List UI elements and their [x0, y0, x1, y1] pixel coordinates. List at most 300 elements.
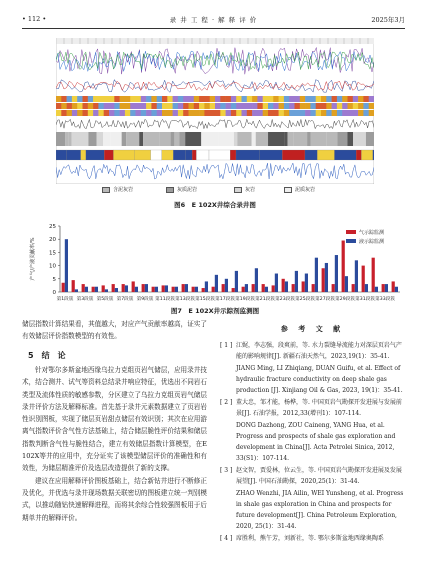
x-tick-label: 第15段簇 — [195, 297, 215, 302]
bar-gas-15 — [202, 288, 205, 292]
lithology-band — [273, 96, 279, 102]
interpretation-block — [282, 150, 305, 160]
lithology-column-segment — [185, 132, 201, 146]
lithology-band — [231, 103, 237, 109]
bar-liquid-3 — [85, 287, 88, 292]
lithology-band — [231, 96, 237, 102]
y-tick-label: 20 — [49, 237, 56, 244]
interpretation-block — [230, 150, 236, 160]
lithology-band — [215, 96, 221, 102]
bar-gas-23 — [282, 279, 285, 292]
bar-liquid-23 — [285, 281, 288, 292]
lithology-column-segment — [103, 132, 110, 146]
lithology-band — [93, 110, 99, 116]
lithology-band — [220, 96, 226, 102]
lithology-band — [295, 103, 301, 109]
interpretation-block — [151, 150, 162, 160]
lithology-band — [263, 103, 269, 109]
bar-liquid-28 — [335, 255, 338, 292]
interpretation-block — [173, 150, 185, 160]
lithology-band — [199, 96, 205, 102]
lithology-band — [189, 96, 195, 102]
bar-gas-33 — [382, 284, 385, 292]
lithology-band — [252, 103, 258, 109]
lithology-band — [93, 96, 99, 102]
lithology-column-segment — [72, 132, 89, 146]
bar-gas-6 — [112, 284, 115, 292]
lithology-column-segment — [174, 132, 179, 146]
lithology-column-segment — [285, 132, 288, 146]
legend-label-2: 液示踪监测 — [359, 239, 385, 245]
lithology-band — [88, 96, 94, 102]
lithology-band — [98, 103, 104, 109]
lithology-band — [342, 103, 348, 109]
lithology-band — [342, 96, 348, 102]
x-tick-label: 第25段簇 — [295, 297, 315, 302]
lithology-band — [310, 96, 316, 102]
bar-gas-32 — [372, 258, 375, 292]
lithology-band — [83, 103, 89, 109]
bar-gas-25 — [302, 281, 305, 292]
lithology-band — [210, 103, 216, 109]
bar-gas-7 — [122, 284, 125, 292]
lithology-column-segment — [293, 132, 307, 146]
bar-gas-13 — [182, 284, 185, 292]
figure6-caption: 图6 E 102X井综合录井图 — [174, 201, 256, 209]
lithology-band — [162, 103, 168, 109]
bar-liquid-29 — [345, 276, 348, 292]
lithology-band — [210, 96, 216, 102]
y-tick-label: 0 — [52, 290, 56, 296]
interpretation-block — [260, 150, 283, 160]
lithology-band — [194, 103, 200, 109]
lithology-band — [120, 110, 126, 116]
bar-gas-28 — [332, 284, 335, 292]
lithology-band — [130, 110, 136, 116]
lithology-band — [151, 96, 157, 102]
interpretation-block — [67, 150, 81, 160]
bar-gas-20 — [252, 284, 255, 292]
lithology-band — [268, 96, 274, 102]
lithology-band — [67, 110, 73, 116]
lithology-band — [279, 103, 285, 109]
lithology-column-segment — [353, 132, 366, 146]
lithology-band — [332, 103, 338, 109]
interpretation-block — [86, 150, 104, 160]
lithology-band — [146, 110, 152, 116]
section-title: 5 结 论 — [28, 351, 66, 360]
lithology-band — [231, 110, 237, 116]
legend-item-2: 灰质泥岩 — [166, 186, 197, 193]
lithology-band — [183, 110, 189, 116]
depth-strip — [56, 38, 374, 44]
bar-gas-2 — [72, 280, 75, 292]
lithology-column-segment — [143, 132, 160, 146]
legend-swatch-1 — [346, 230, 356, 234]
bar-liquid-25 — [305, 274, 308, 292]
lithology-band — [247, 110, 253, 116]
lithology-band — [300, 96, 306, 102]
lithology-band — [83, 96, 89, 102]
lithology-band — [162, 110, 168, 116]
lithology-band — [263, 110, 269, 116]
lithology-band — [194, 96, 200, 102]
lithology-band — [61, 96, 67, 102]
reference-item: DONG Dazhong, ZOU Caineng, YANG Hua, et al. Progress and prospects of shale gas exploration and development in China[J]. Acta Petrolei Sinica, 2012, 33(S1)：107-114. — [236, 422, 396, 462]
lithology-column-segment — [366, 132, 374, 146]
interpretation-block — [373, 150, 374, 160]
lithology-band — [109, 110, 115, 116]
lithology-band — [183, 103, 189, 109]
interpretation-block — [305, 150, 317, 160]
x-tick-label: 第5段簇 — [96, 297, 114, 302]
lithology-band — [369, 110, 374, 116]
bar-liquid-11 — [165, 285, 168, 292]
x-tick-label: 第27段簇 — [315, 297, 335, 302]
lithology-band — [56, 96, 62, 102]
lithology-band — [353, 103, 359, 109]
lithology-band — [332, 110, 338, 116]
lithology-band — [77, 103, 83, 109]
interpretation-block — [361, 150, 372, 160]
interpretation-block — [81, 150, 86, 160]
lithology-column-segment — [201, 132, 218, 146]
bar-gas-22 — [272, 285, 275, 292]
x-tick-label: 第17段簇 — [215, 297, 235, 302]
lithology-band — [226, 96, 232, 102]
x-tick-label: 第7段簇 — [116, 297, 134, 302]
bar-gas-9 — [142, 284, 145, 292]
lithology-band — [257, 103, 263, 109]
legend-swatch-4 — [284, 187, 292, 193]
lithology-band — [273, 110, 279, 116]
lithology-band — [130, 103, 136, 109]
x-tick-label: 第1段簇 — [56, 297, 74, 302]
lithology-band — [289, 96, 295, 102]
lithology-band — [348, 96, 354, 102]
lithology-band — [151, 103, 157, 109]
lithology-band — [93, 103, 99, 109]
lithology-band — [194, 110, 200, 116]
bar-gas-4 — [92, 287, 95, 292]
bar-liquid-14 — [195, 287, 198, 292]
lithology-band — [236, 103, 242, 109]
lithology-band — [220, 103, 226, 109]
references-title: 参 考 文 献 — [280, 324, 345, 333]
bar-liquid-9 — [145, 284, 148, 292]
conclusion-text — [22, 364, 207, 524]
lithology-band — [284, 103, 290, 109]
lithology-column-segment — [256, 132, 268, 146]
lithology-band — [173, 96, 179, 102]
lithology-band — [199, 103, 205, 109]
x-tick-label: 第19段簇 — [235, 297, 255, 302]
interpretation-block — [236, 150, 260, 160]
bar-gas-34 — [392, 281, 395, 292]
lithology-band — [348, 110, 354, 116]
lithology-band — [167, 103, 173, 109]
composite-log-figure — [56, 38, 374, 184]
lithology-band — [173, 103, 179, 109]
lithology-band — [236, 110, 242, 116]
lithology-column-segment — [234, 132, 237, 146]
lithology-band — [337, 96, 343, 102]
x-tick-label: 第29段簇 — [335, 297, 355, 302]
bar-gas-8 — [132, 281, 135, 292]
interpretation-block — [196, 150, 209, 160]
interpretation-block — [113, 150, 134, 160]
lithology-band — [72, 96, 78, 102]
legend-item-4: 泥质灰岩 — [284, 186, 315, 193]
lithology-column-segment — [139, 132, 143, 146]
lithology-band — [263, 96, 269, 102]
lithology-band — [157, 103, 163, 109]
y-tick-label: 5 — [52, 276, 56, 283]
lithology-column-segment — [179, 132, 185, 146]
x-tick-label: 第33段簇 — [375, 297, 395, 302]
bar-liquid-17 — [225, 279, 228, 292]
interpretation-block — [134, 150, 151, 160]
lithology-band — [363, 96, 369, 102]
lithology-band — [125, 96, 131, 102]
bar-gas-16 — [212, 287, 215, 292]
lithology-band — [151, 110, 157, 116]
lithology-band — [326, 96, 332, 102]
lithology-band — [363, 103, 369, 109]
running-header — [22, 15, 405, 27]
lithology-band — [326, 103, 332, 109]
bar-gas-5 — [102, 285, 105, 292]
interpretation-block — [334, 150, 356, 160]
lithology-band — [61, 110, 67, 116]
lithology-column-segment — [218, 132, 234, 146]
lithology-band — [204, 110, 210, 116]
bar-liquid-32 — [375, 287, 378, 292]
journal-title: 录 井 工 程 · 解 释 评 价 — [169, 16, 258, 24]
lithology-band — [284, 96, 290, 102]
interpretation-block — [162, 150, 173, 160]
x-tick-label: 第23段簇 — [275, 297, 295, 302]
lithology-band — [337, 110, 343, 116]
lithology-column-segment — [97, 132, 103, 146]
y-tick-label: 25 — [49, 224, 56, 230]
lithology-band — [125, 103, 131, 109]
bar-liquid-34 — [395, 287, 398, 292]
lithology-column-segment — [110, 132, 121, 146]
lithology-band — [295, 110, 301, 116]
bar-gas-3 — [82, 284, 85, 292]
lithology-column-segment — [326, 132, 337, 146]
lithology-band — [61, 103, 67, 109]
lithology-band — [226, 110, 232, 116]
lithology-band — [300, 110, 306, 116]
lithology-band — [242, 103, 248, 109]
lithology-band — [310, 110, 316, 116]
lithology-band — [136, 103, 142, 109]
lithology-band — [120, 96, 126, 102]
lithology-band — [353, 96, 359, 102]
lithology-column-segment — [171, 132, 175, 146]
lithology-band — [342, 110, 348, 116]
lithology-band — [173, 110, 179, 116]
lithology-band — [210, 110, 216, 116]
lithology-band — [289, 110, 295, 116]
bar-liquid-20 — [255, 268, 258, 292]
lithology-band — [247, 103, 253, 109]
x-tick-label: 第13段簇 — [175, 297, 195, 302]
bar-liquid-6 — [115, 288, 118, 292]
bar-liquid-18 — [235, 271, 238, 292]
bar-liquid-33 — [385, 284, 388, 292]
lithology-band — [204, 103, 210, 109]
lithology-band — [369, 96, 374, 102]
bar-liquid-16 — [215, 275, 218, 292]
lithology-band — [305, 96, 311, 102]
lithology-band — [279, 96, 285, 102]
lithology-band — [77, 96, 83, 102]
reference-item: JIANG Ming, LI Zhiqiang, DUAN Guifu, et al. Effect of hydraulic fracture conductivity on deep shale gas production [J]. Xinjiang Oil & Gas, 2023, 19(1)：35-41. — [236, 365, 403, 394]
lithology-band — [326, 110, 332, 116]
lithology-column-segment — [126, 132, 139, 146]
lithology-band — [310, 103, 316, 109]
lithology-band — [67, 96, 73, 102]
bar-liquid-12 — [175, 287, 178, 292]
lithology-band — [284, 110, 290, 116]
lithology-band — [204, 96, 210, 102]
bar-gas-12 — [172, 287, 175, 292]
lithology-band — [141, 110, 147, 116]
lithology-band — [215, 103, 221, 109]
reference-item: [ 3 ] 赵文智，贾爱林，位云生，等. 中国页岩气勘探开发进展及发展展望[J]. 中国石油勘探，2020,25(1)：31-44. — [220, 467, 402, 485]
lithology-band — [141, 103, 147, 109]
lithology-band — [242, 96, 248, 102]
lithology-band — [109, 96, 115, 102]
bar-gas-31 — [362, 266, 365, 292]
bar-gas-18 — [232, 288, 235, 292]
legend-swatch-3 — [234, 187, 242, 193]
lithology-band — [305, 110, 311, 116]
lithology-column-segment — [122, 132, 127, 146]
bar-gas-29 — [342, 241, 345, 292]
lithology-band — [67, 103, 73, 109]
bar-liquid-2 — [75, 289, 78, 292]
lithology-band — [72, 110, 78, 116]
lithology-band — [178, 103, 184, 109]
figure6-legend — [88, 186, 388, 196]
lithology-band — [247, 96, 253, 102]
y-axis-label: 产气/产液贡献率/% — [30, 237, 36, 281]
lithology-band — [167, 110, 173, 116]
lithology-band — [178, 96, 184, 102]
lithology-band — [98, 110, 104, 116]
lithology-column-segment — [88, 132, 96, 146]
bar-gas-24 — [292, 284, 295, 292]
conclusion-paragraph-2: 建议在应用解释评价图板基础上，结合新钻井进行不断修正及优化，并优选与录井现场数据关联密切的图板建立统一判别模式，以推动随钻快速解释进程，而将其余综合性较强图板用于后期单井的解释评价。 — [22, 476, 207, 522]
interpretation-block — [192, 150, 196, 160]
lithology-band — [56, 103, 62, 109]
interpretation-block — [56, 150, 67, 160]
x-tick-label: 第3段簇 — [76, 297, 94, 302]
bar-liquid-21 — [265, 287, 268, 292]
lithology-band — [316, 96, 322, 102]
lithology-band — [242, 110, 248, 116]
lithology-band — [295, 96, 301, 102]
tracer-bar-chart — [22, 220, 406, 305]
y-tick-label: 15 — [49, 250, 56, 257]
bar-gas-21 — [262, 284, 265, 292]
lithology-band — [273, 103, 279, 109]
interpretation-block — [356, 150, 361, 160]
lithology-band — [88, 110, 94, 116]
lithology-band — [199, 110, 205, 116]
lithology-band — [109, 103, 115, 109]
lithology-column-segment — [56, 132, 65, 146]
lithology-column-segment — [68, 132, 72, 146]
lithology-band — [220, 110, 226, 116]
x-tick-label: 第21段簇 — [255, 297, 275, 302]
reference-item: [ 2 ] 董大忠，邹才能，杨桦，等. 中国页岩气勘探开发进展与发展前景[J]. 石油学报，2012,33(增刊1)：107-114. — [220, 399, 402, 417]
bar-gas-30 — [352, 284, 355, 292]
x-tick-label: 第11段簇 — [155, 297, 175, 302]
reference-item: ZHAO Wenzhi, JIA Ailin, WEI Yunsheng, et al. Progress in shale gas exploration in China and prospects for future development[J]. China Petroleum Exploration, 2020, 25(1)：31-44. — [236, 490, 404, 530]
lithology-band — [136, 96, 142, 102]
bar-liquid-15 — [205, 281, 208, 292]
lithology-band — [268, 103, 274, 109]
lithology-band — [332, 96, 338, 102]
bar-gas-1 — [62, 283, 65, 292]
lithology-band — [353, 110, 359, 116]
lithology-band — [146, 96, 152, 102]
lithology-band — [183, 96, 189, 102]
lithology-band — [125, 110, 131, 116]
lithology-band — [178, 110, 184, 116]
lithology-band — [226, 103, 232, 109]
bar-liquid-4 — [95, 287, 98, 292]
lithology-band — [252, 110, 258, 116]
bar-gas-17 — [222, 284, 225, 292]
lithology-column-segment — [160, 132, 171, 146]
lithology-band — [56, 110, 62, 116]
legend-swatch-1 — [102, 187, 110, 193]
lithology-band — [279, 110, 285, 116]
bar-gas-11 — [162, 285, 165, 292]
lithology-band — [167, 96, 173, 102]
lithology-band — [136, 110, 142, 116]
lithology-band — [114, 96, 120, 102]
lithology-column-segment — [288, 132, 294, 146]
lithology-band — [189, 110, 195, 116]
lithology-band — [77, 110, 83, 116]
lithology-band — [257, 110, 263, 116]
lithology-band — [114, 110, 120, 116]
lithology-band — [114, 103, 120, 109]
legend-item-3: 灰岩 — [234, 186, 255, 193]
lithology-band — [252, 96, 258, 102]
issue-date: 2025年3月 — [371, 16, 405, 24]
legend-swatch-2 — [166, 187, 174, 193]
lithology-band — [358, 96, 364, 102]
reference-item: [ 1 ] 江娓，李志强，段爽前，等. 水力裂缝导流能力对深层页岩气产能的影响规律[J]. 新疆石油天然气，2023,19(1)：35-41. — [220, 342, 402, 360]
lithology-band — [257, 96, 263, 102]
bar-liquid-31 — [365, 284, 368, 292]
lithology-band — [83, 110, 89, 116]
lithology-band — [300, 103, 306, 109]
conclusion-paragraph-1: 针对鄂尔多斯盆地西缘乌拉力克组页岩气储层，应用录井技术，结合测井、试气等资料总结录井响应特征，优选出不同岩石类型及流体性质的敏感参数，分区建立了乌拉力克组页岩气储层录井评价方法及解释标准。首先基于录井元素数据建立了页岩岩性识别图板，实现了储层页岩甜点储层有效识别；其次在应用游离气指数评价含气性方法基础上，结合储层脆性评价结果和储层指数判断含气性与脆性结合，建立有效储层指数计算模型，在E 102X等井的应用中，充分证实了该模型储层评价的准确性和有效性，为储层精准评价及选层改造提供了新的支撑。 — [22, 366, 207, 473]
bar-gas-14 — [192, 287, 195, 292]
continued-paragraph: 储层指数计算结果看，其值越大，对应产气贡献率越高，证实了有效储层评价指数模型的有效性。 — [22, 320, 207, 341]
lithology-column-segment — [337, 132, 347, 146]
lithology-band — [104, 103, 110, 109]
